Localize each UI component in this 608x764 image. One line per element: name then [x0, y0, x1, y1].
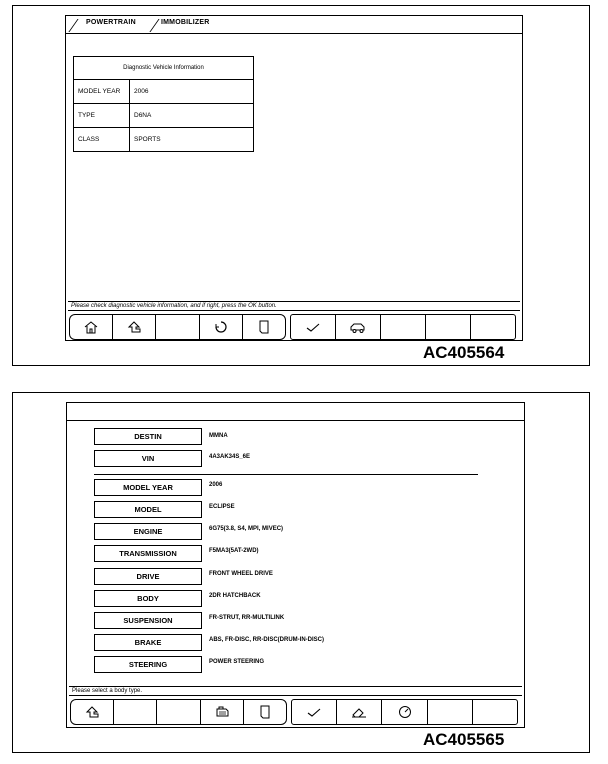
type-value: D6NA [130, 104, 254, 128]
gauge-button[interactable] [382, 700, 427, 724]
blank-button[interactable] [428, 700, 473, 724]
gauge-icon [397, 705, 413, 719]
class-value: SPORTS [130, 128, 254, 152]
suspension-value: FR-STRUT, RR-MULTILINK [209, 615, 285, 621]
drive-label[interactable]: DRIVE [94, 568, 202, 585]
blank-button[interactable] [426, 315, 471, 339]
page-button[interactable] [244, 700, 286, 724]
blank-button[interactable] [471, 315, 515, 339]
destin-label: DESTIN [94, 428, 202, 445]
tab-immobilizer[interactable]: IMMOBILIZER [161, 19, 210, 26]
destin-value: MMNA [209, 433, 228, 439]
vehicle-button[interactable] [336, 315, 381, 339]
figure-1-panel [12, 5, 590, 366]
table-row [74, 128, 254, 152]
engine-button[interactable] [201, 700, 244, 724]
model-year-label: MODEL YEAR [74, 80, 130, 104]
steering-value: POWER STEERING [209, 659, 265, 665]
figure-1-screen [65, 15, 523, 341]
model-year-label[interactable]: MODEL YEAR [94, 479, 202, 496]
ok-check-icon [305, 320, 321, 334]
model-value: ECLIPSE [209, 504, 235, 510]
model-label[interactable]: MODEL [94, 501, 202, 518]
toolbar-left [70, 699, 287, 725]
class-label: CLASS [74, 128, 130, 152]
tab-strip-line [66, 33, 522, 34]
blank-button[interactable] [156, 315, 199, 339]
vehicle-icon [350, 320, 366, 334]
page-button[interactable] [243, 315, 285, 339]
back-button[interactable] [113, 315, 156, 339]
transmission-value: F5MA3(5AT-2WD) [209, 548, 259, 554]
vehicle-info-table [73, 56, 254, 152]
refresh-button[interactable] [200, 315, 243, 339]
ok-button[interactable] [291, 315, 336, 339]
tab-divider [149, 19, 159, 32]
figure-2-screen [66, 402, 525, 728]
brake-value: ABS, FR-DISC, RR-DISC(DRUM-IN-DISC) [209, 637, 324, 643]
home-button[interactable] [70, 315, 113, 339]
suspension-label[interactable]: SUSPENSION [94, 612, 202, 629]
tab-strip-line [67, 420, 524, 421]
circle-icon [213, 320, 229, 334]
transmission-label[interactable]: TRANSMISSION [94, 545, 202, 562]
body-value: 2DR HATCHBACK [209, 593, 261, 599]
ok-button[interactable] [292, 700, 337, 724]
figure-2-panel [12, 392, 590, 753]
toolbar-right [290, 314, 516, 340]
table-header: Diagnostic Vehicle Information [74, 57, 254, 80]
status-message: Please check diagnostic vehicle information, and if right, press the OK button. [68, 301, 520, 311]
blank-button[interactable] [114, 700, 157, 724]
figure-id: AC405565 [423, 730, 505, 749]
back-button[interactable] [71, 700, 114, 724]
drive-value: FRONT WHEEL DRIVE [209, 571, 273, 577]
ok-check-icon [306, 705, 322, 719]
back-icon [126, 320, 142, 334]
divider [94, 474, 478, 475]
tab-powertrain[interactable]: POWERTRAIN [86, 19, 136, 26]
brake-label[interactable]: BRAKE [94, 634, 202, 651]
table-row [74, 104, 254, 128]
figure-id: AC405564 [423, 343, 505, 362]
engine-label[interactable]: ENGINE [94, 523, 202, 540]
blank-button[interactable] [157, 700, 200, 724]
model-year-value: 2006 [130, 80, 254, 104]
home-icon [83, 320, 99, 334]
blank-button[interactable] [381, 315, 426, 339]
engine-value: 6G75(3.8, S4, MPI, MIVEC) [209, 526, 284, 532]
steering-label[interactable]: STEERING [94, 656, 202, 673]
vin-label: VIN [94, 450, 202, 467]
status-message: Please select a body type. [69, 686, 522, 696]
engine-icon [214, 705, 230, 719]
table-row [74, 80, 254, 104]
toolbar-right [291, 699, 518, 725]
vin-value: 4A3AK34S_6E [209, 454, 251, 460]
page-icon [256, 320, 272, 334]
body-label[interactable]: BODY [94, 590, 202, 607]
page-icon [257, 705, 273, 719]
type-label: TYPE [74, 104, 130, 128]
model-year-value: 2006 [209, 482, 223, 488]
back-icon [84, 705, 100, 719]
eraser-icon [351, 705, 367, 719]
tab-divider [68, 19, 78, 32]
toolbar-left [69, 314, 286, 340]
erase-button[interactable] [337, 700, 382, 724]
blank-button[interactable] [473, 700, 517, 724]
